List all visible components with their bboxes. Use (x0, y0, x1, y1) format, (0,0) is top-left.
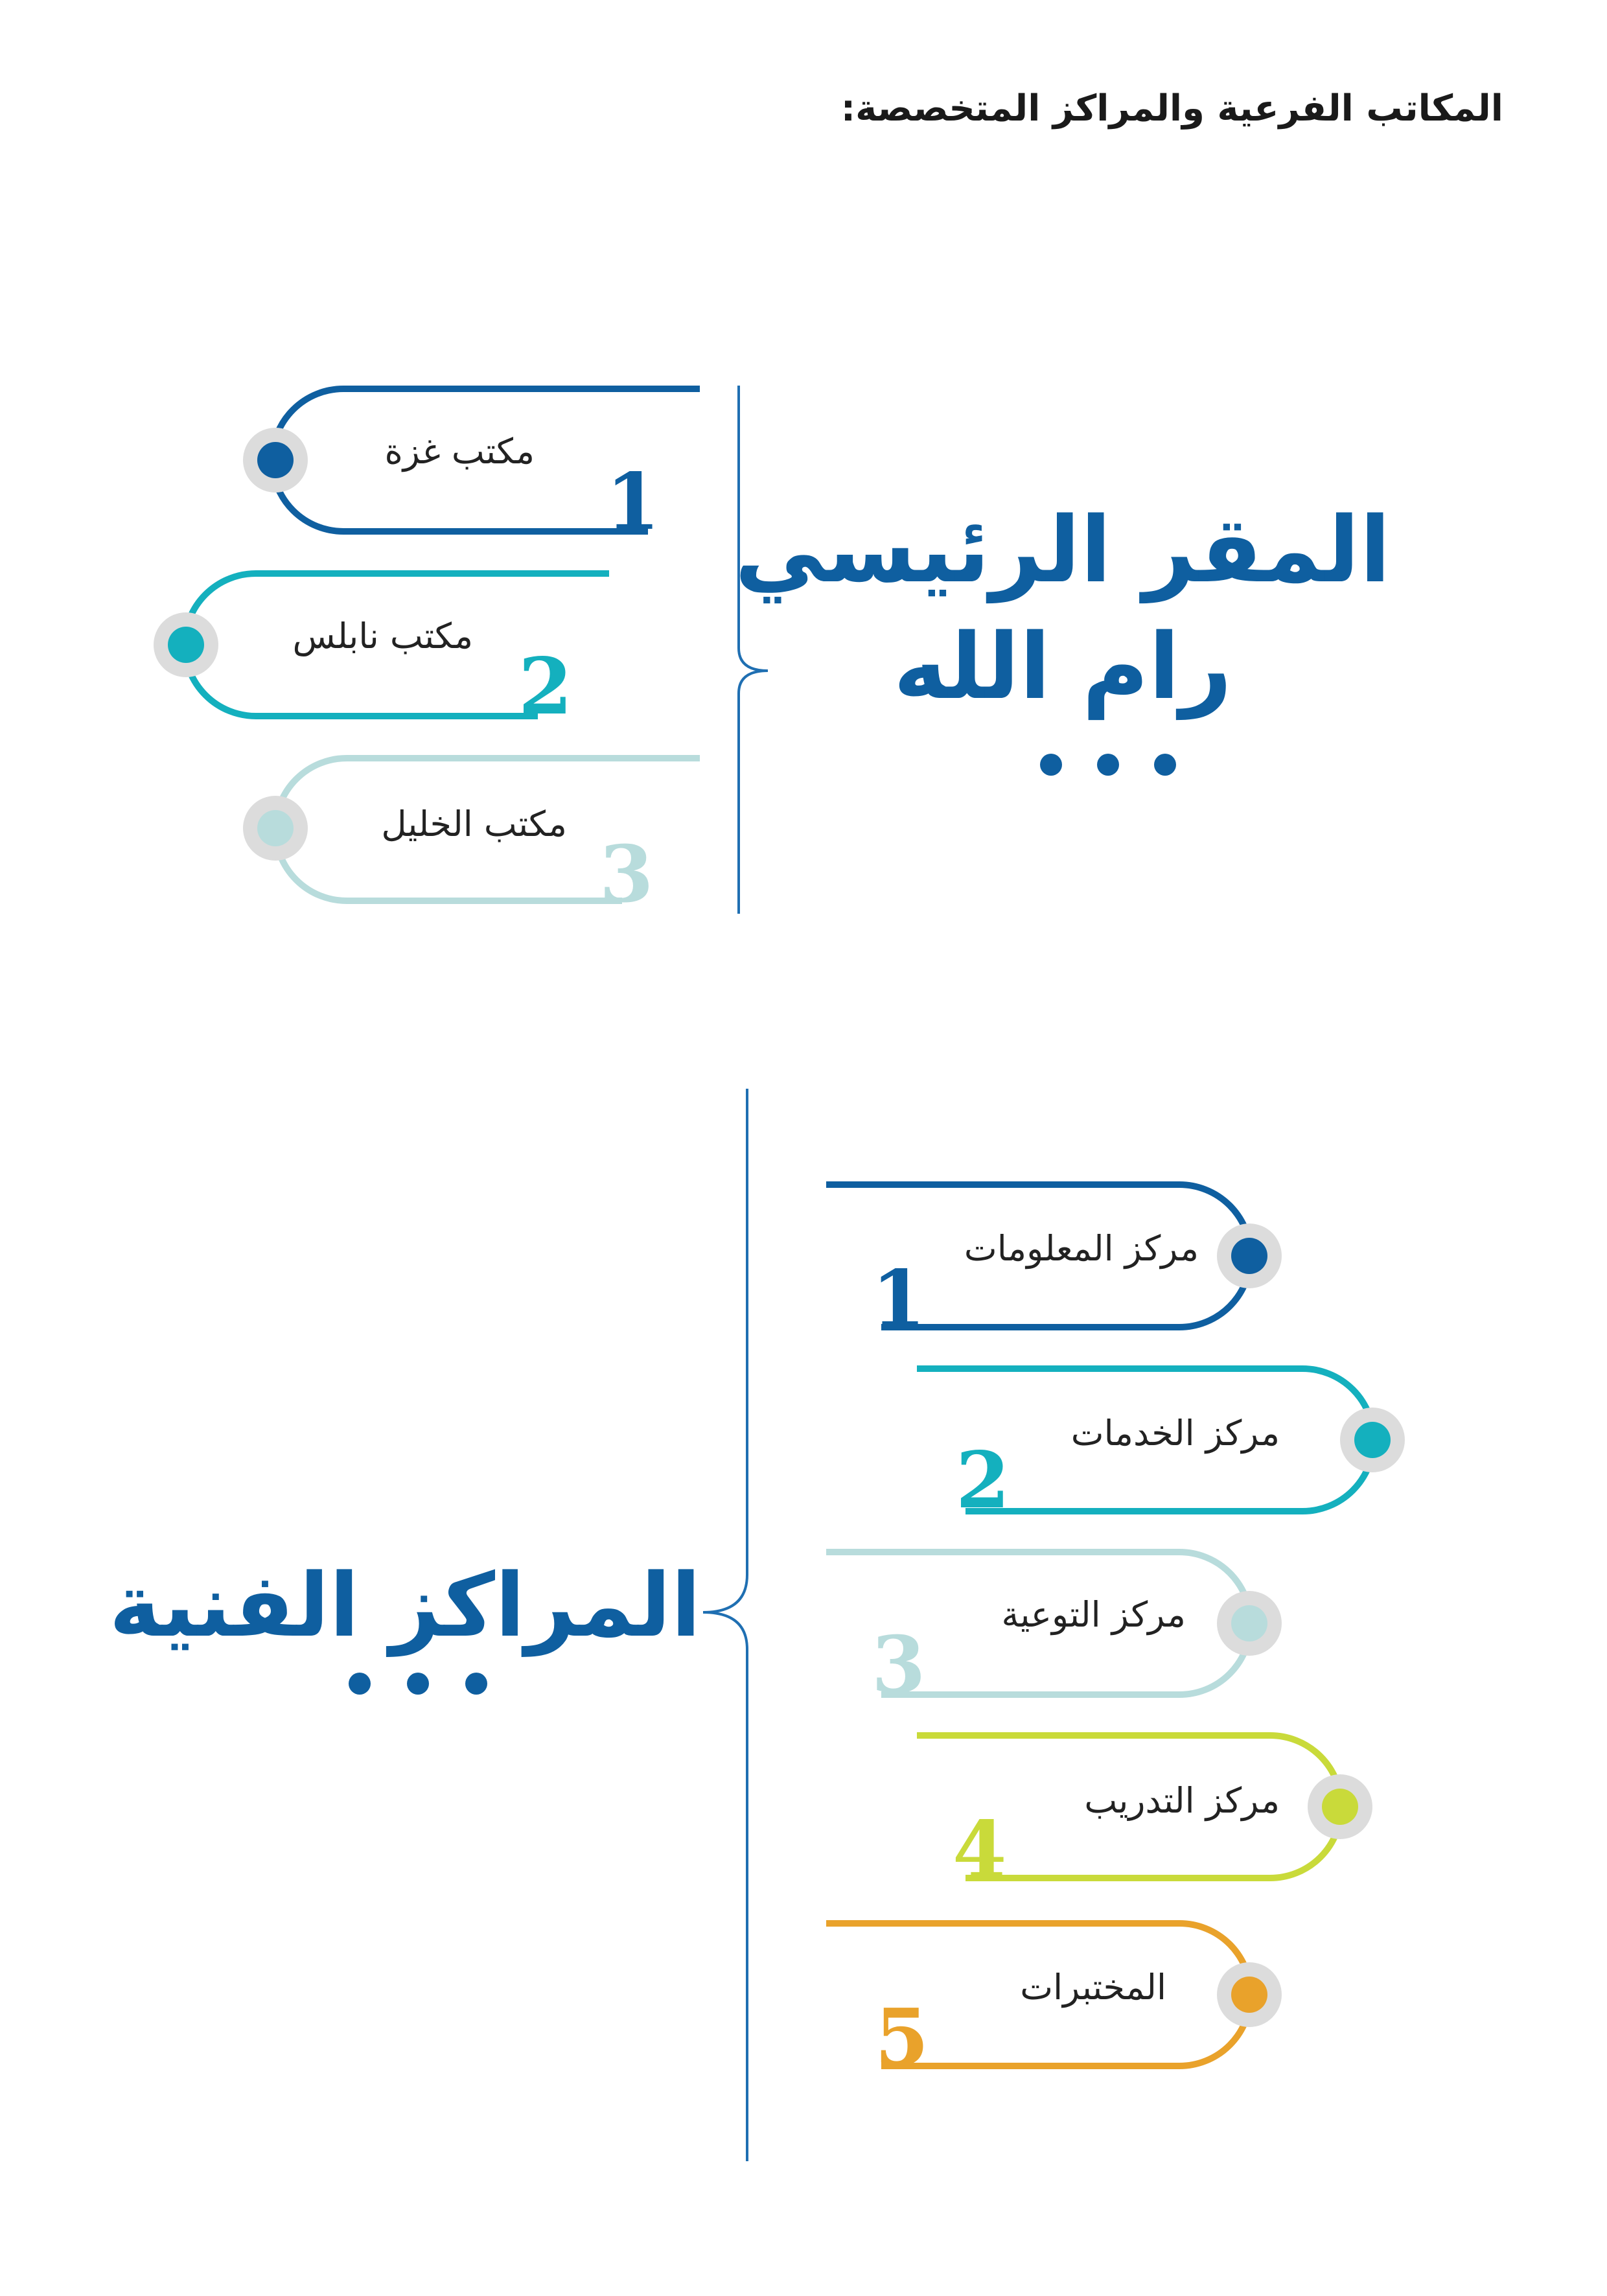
center-label-1: مركز المعلومات (964, 1228, 1199, 1269)
center-number-5: 5 (875, 1992, 929, 2083)
office-label-2: مكتب نابلس (292, 616, 473, 656)
center-dot-1 (1217, 1223, 1282, 1288)
office-label-1: مكتب غزة (384, 431, 535, 472)
office-dot-1 (243, 428, 308, 493)
office-number-2: 2 (518, 641, 573, 732)
centers-title: المراكز الفنية (109, 1555, 701, 1656)
center-number-1: 1 (872, 1253, 926, 1345)
centers-ellipsis (349, 1673, 487, 1695)
center-label-3: مركز التوعية (1001, 1594, 1186, 1635)
center-number-2: 2 (956, 1435, 1010, 1526)
hq-title-line1: المقر الرئيسي (734, 498, 1391, 603)
office-dot-2 (154, 612, 218, 677)
center-label-5: المختبرات (1020, 1967, 1166, 2008)
center-number-3: 3 (872, 1619, 926, 1711)
center-number-4: 4 (953, 1804, 1007, 1896)
center-label-4: مركز التدريب (1084, 1780, 1280, 1821)
center-dot-3 (1217, 1591, 1282, 1656)
office-number-1: 1 (606, 456, 660, 548)
hq-ellipsis (1040, 754, 1176, 776)
office-number-3: 3 (599, 829, 654, 920)
center-dot-2 (1340, 1408, 1405, 1472)
center-dot-5 (1217, 1962, 1282, 2027)
hq-title-line2: رام الله (893, 614, 1232, 720)
center-label-2: مركز الخدمات (1070, 1413, 1280, 1454)
office-label-3: مكتب الخليل (381, 804, 567, 844)
center-dot-4 (1308, 1774, 1372, 1839)
page-title: المكاتب الفرعية والمراكز المتخصصة: (840, 87, 1503, 130)
office-dot-3 (243, 796, 308, 861)
